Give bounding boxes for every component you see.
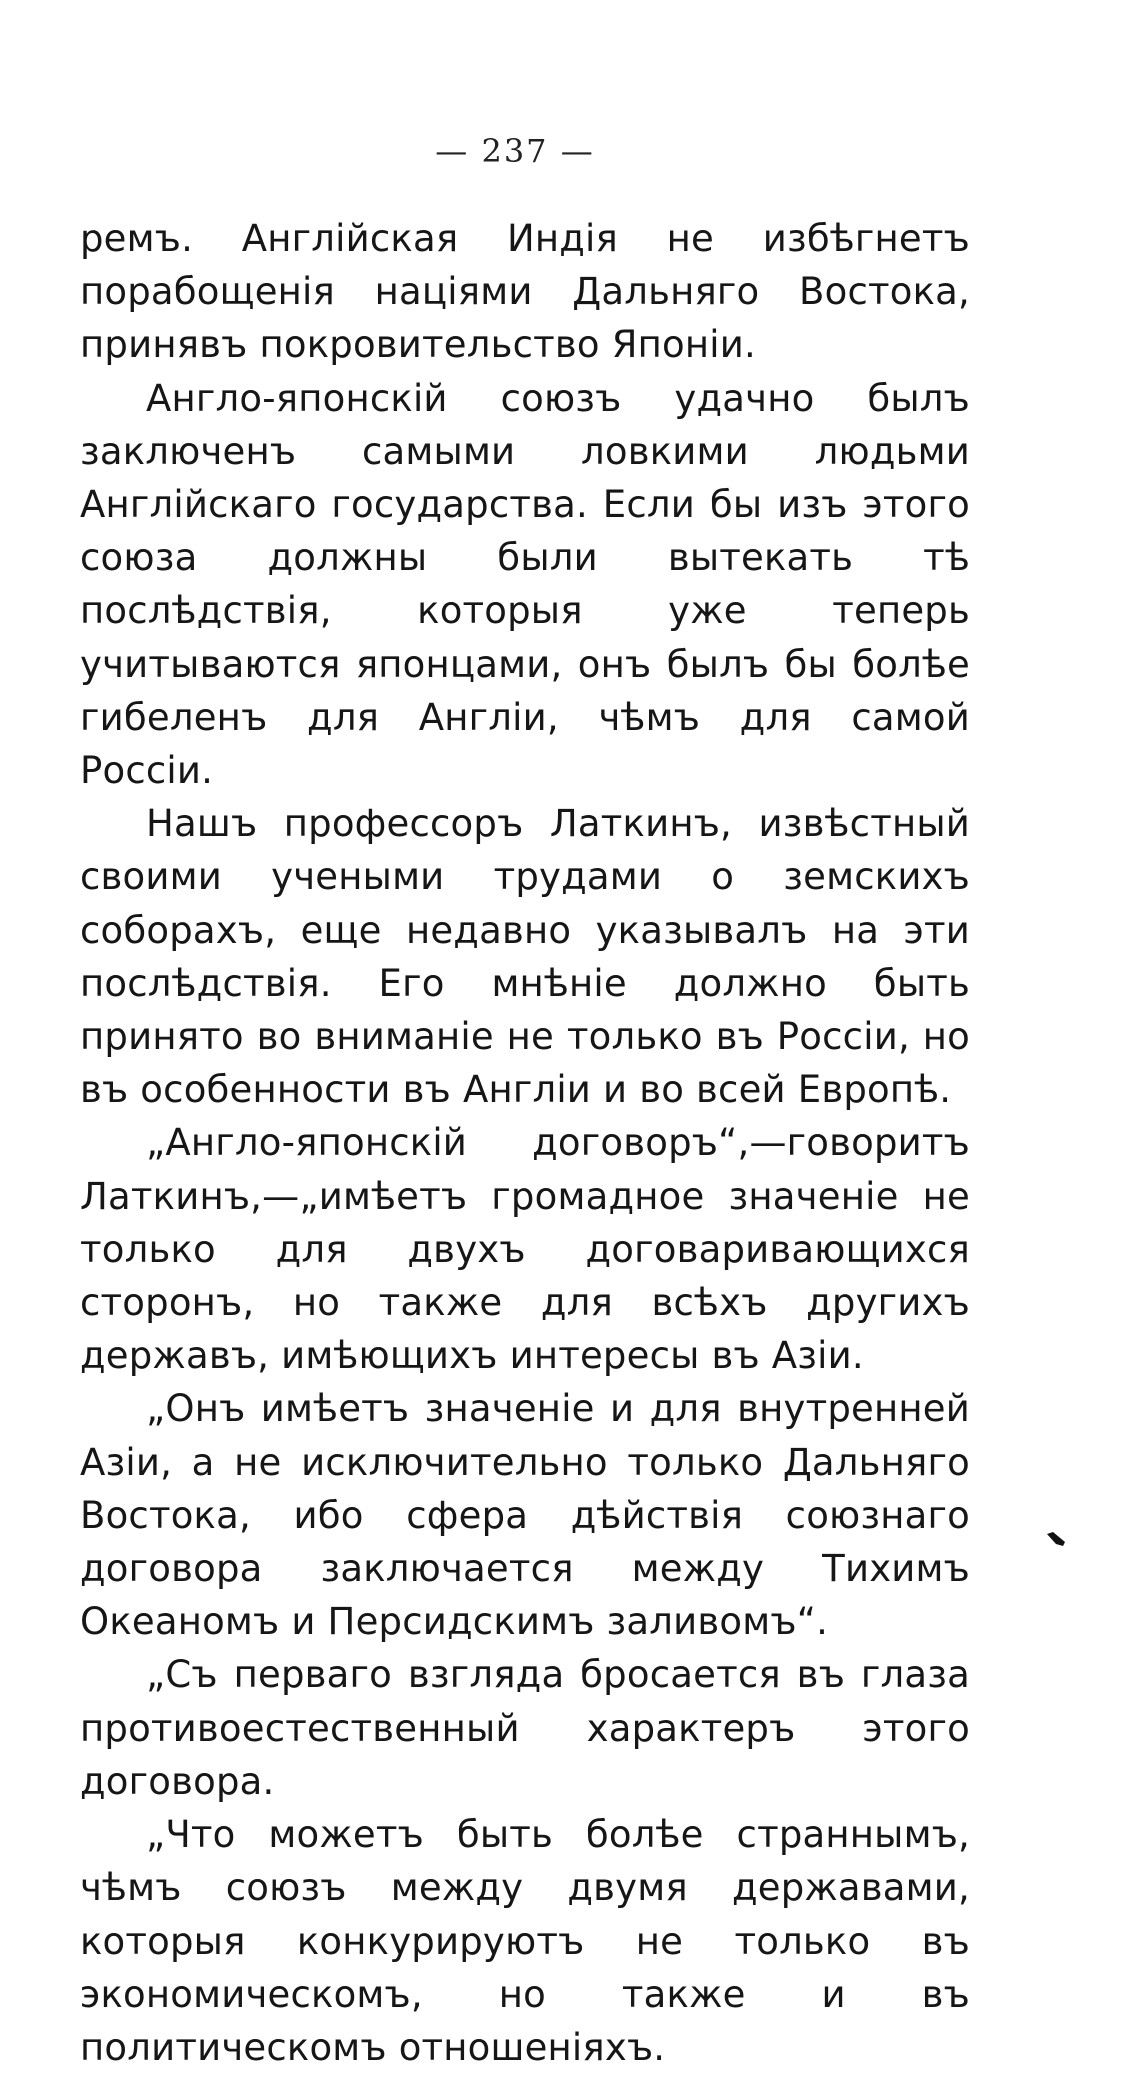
ink-blot-icon	[1046, 1532, 1066, 1546]
paragraph-3: Нашъ профессоръ Латкинъ, извѣстный своими учеными трудами о земскихъ соборахъ, еще недавно указывалъ на эти послѣдствія. Его мнѣніе должно быть принято во вниманіе не только въ Россіи, но въ особенности въ Англіи и во всей Европѣ.	[80, 802, 970, 1112]
paragraph-1: ремъ. Англійская Индія не избѣгнетъ порабощенія націями Дальняго Востока, принявъ покровительство Японіи.	[80, 217, 970, 367]
paragraph-4: „Англо-японскій договоръ“,—говоритъ Латкинъ,—„имѣетъ громадное значеніе не только для двухъ договаривающихся сторонъ, но также для всѣхъ другихъ державъ, имѣющихъ интересы въ Азіи.	[80, 1121, 970, 1378]
page-number: — 237 —	[435, 132, 595, 170]
body-text	[80, 212, 970, 2074]
paragraph-6: „Съ перваго взгляда бросается въ глаза противоестественный характеръ этого договора.	[80, 1653, 970, 1803]
paragraph-2: Англо-японскій союзъ удачно былъ заключенъ самыми ловкими людьми Англійскаго государства. Если бы изъ этого союза должны были вытекать тѣ послѣдствія, которыя уже теперь учитываются японцами, онъ былъ бы болѣе гибеленъ для Англіи, чѣмъ для самой Россіи.	[80, 376, 970, 793]
paragraph-7: „Что можетъ быть болѣе страннымъ, чѣмъ союзъ между двумя державами, которыя конкурируютъ не только въ экономическомъ, но также и въ политическомъ отношеніяхъ.	[80, 1813, 970, 2069]
paragraph-5: „Онъ имѣетъ значеніе и для внутренней Азіи, а не исключительно только Дальняго Востока, ибо сфера дѣйствія союзнаго договора заключается между Тихимъ Океаномъ и Персидскимъ заливомъ“.	[80, 1387, 970, 1644]
